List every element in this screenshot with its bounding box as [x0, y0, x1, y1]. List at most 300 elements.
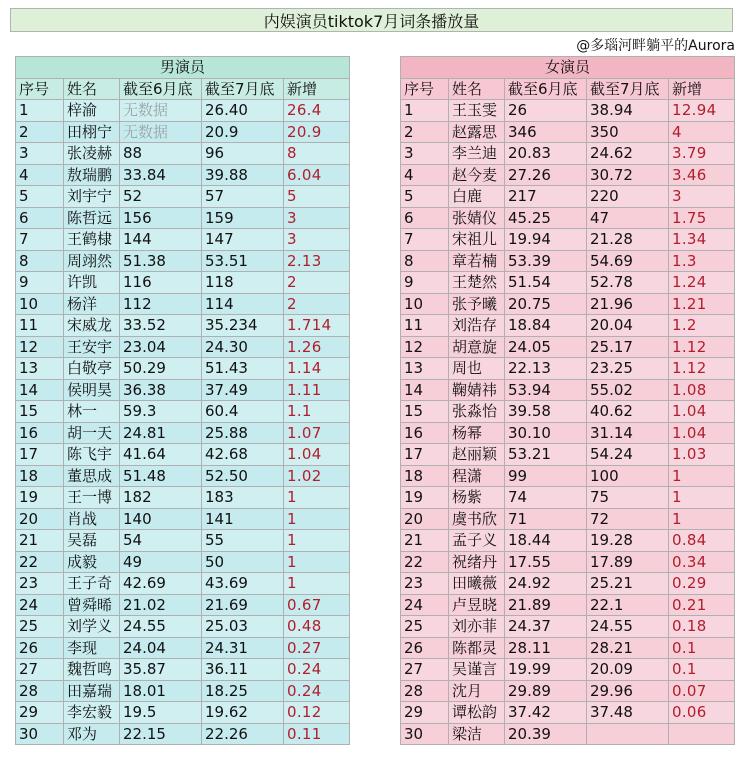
- row-index: 12: [401, 336, 449, 358]
- author-credit: @多瑙河畔躺平的Aurora: [576, 38, 735, 54]
- table-row: [16, 508, 350, 530]
- july-value: 220: [587, 186, 669, 208]
- table-row: [16, 336, 350, 358]
- july-value: 47: [587, 207, 669, 229]
- table-row: [16, 315, 350, 337]
- june-value: 33.84: [120, 164, 202, 186]
- actor-name: 李兰迪: [449, 143, 505, 165]
- table-row: [401, 250, 735, 272]
- gain-value: 1: [284, 508, 350, 530]
- row-index: 17: [401, 444, 449, 466]
- row-index: 26: [401, 637, 449, 659]
- july-value: 55: [202, 530, 284, 552]
- actor-name: 邓为: [64, 723, 120, 745]
- july-value: 22.26: [202, 723, 284, 745]
- gain-value: 2.13: [284, 250, 350, 272]
- table-row: [16, 702, 350, 724]
- row-index: 26: [16, 637, 64, 659]
- row-index: 15: [16, 401, 64, 423]
- actor-name: 王一博: [64, 487, 120, 509]
- actor-name: 魏哲鸣: [64, 659, 120, 681]
- actor-name: 胡一天: [64, 422, 120, 444]
- table-row: [16, 444, 350, 466]
- july-value: 25.88: [202, 422, 284, 444]
- row-index: 2: [401, 121, 449, 143]
- july-value: 21.96: [587, 293, 669, 315]
- actor-name: 鞠婧祎: [449, 379, 505, 401]
- july-value: 50: [202, 551, 284, 573]
- july-value: 147: [202, 229, 284, 251]
- column-index-header: 序号: [401, 78, 449, 100]
- gain-value: 1.03: [669, 444, 735, 466]
- actor-name: 田曦薇: [449, 573, 505, 595]
- actor-name: 王安宇: [64, 336, 120, 358]
- june-value: 88: [120, 143, 202, 165]
- gain-value: 1.08: [669, 379, 735, 401]
- row-index: 3: [401, 143, 449, 165]
- gain-value: 26.4: [284, 100, 350, 122]
- row-index: 21: [16, 530, 64, 552]
- table-row: [401, 422, 735, 444]
- gain-value: 0.24: [284, 680, 350, 702]
- actor-name: 章若楠: [449, 250, 505, 272]
- gain-value: 0.1: [669, 637, 735, 659]
- row-index: 23: [16, 573, 64, 595]
- gain-value: [669, 723, 735, 745]
- july-value: 25.03: [202, 616, 284, 638]
- table-row: [401, 530, 735, 552]
- gain-value: 0.67: [284, 594, 350, 616]
- actor-name: 王玉雯: [449, 100, 505, 122]
- july-value: 53.51: [202, 250, 284, 272]
- actor-name: 刘学义: [64, 616, 120, 638]
- july-value: 31.14: [587, 422, 669, 444]
- june-value: 19.94: [505, 229, 587, 251]
- page-title: 内娱演员tiktok7月词条播放量: [10, 8, 733, 32]
- gain-value: 1: [669, 487, 735, 509]
- june-value: 22.13: [505, 358, 587, 380]
- june-value: 26: [505, 100, 587, 122]
- table-row: [16, 229, 350, 251]
- gain-value: 1: [284, 551, 350, 573]
- actor-name: 曾舜晞: [64, 594, 120, 616]
- row-index: 30: [16, 723, 64, 745]
- july-value: 52.50: [202, 465, 284, 487]
- table-row: [401, 336, 735, 358]
- july-value: 22.1: [587, 594, 669, 616]
- table-row: [401, 444, 735, 466]
- actor-name: 敖瑞鹏: [64, 164, 120, 186]
- female-actors-heading: 女演员: [401, 57, 735, 79]
- gain-value: 0.27: [284, 637, 350, 659]
- gain-value: 0.07: [669, 680, 735, 702]
- actor-name: 赵今麦: [449, 164, 505, 186]
- july-value: 96: [202, 143, 284, 165]
- june-value: 182: [120, 487, 202, 509]
- july-value: 19.28: [587, 530, 669, 552]
- table-row: [401, 637, 735, 659]
- june-value: 59.3: [120, 401, 202, 423]
- july-value: 36.11: [202, 659, 284, 681]
- table-row: [16, 573, 350, 595]
- june-value: 51.48: [120, 465, 202, 487]
- table-row: [16, 293, 350, 315]
- actor-name: 梁洁: [449, 723, 505, 745]
- gain-value: 1.75: [669, 207, 735, 229]
- row-index: 7: [16, 229, 64, 251]
- july-value: 51.43: [202, 358, 284, 380]
- gain-value: 1.12: [669, 358, 735, 380]
- table-row: [16, 143, 350, 165]
- july-value: 21.28: [587, 229, 669, 251]
- table-row: [401, 659, 735, 681]
- row-index: 16: [401, 422, 449, 444]
- actor-name: 杨紫: [449, 487, 505, 509]
- june-value: 21.89: [505, 594, 587, 616]
- gain-value: 3: [284, 229, 350, 251]
- june-value: 74: [505, 487, 587, 509]
- june-value: 27.26: [505, 164, 587, 186]
- table-row: [401, 487, 735, 509]
- june-value: 24.81: [120, 422, 202, 444]
- july-value: 72: [587, 508, 669, 530]
- gain-value: 0.11: [284, 723, 350, 745]
- table-row: [401, 358, 735, 380]
- table-row: [16, 723, 350, 745]
- july-value: 21.69: [202, 594, 284, 616]
- june-value: 33.52: [120, 315, 202, 337]
- gain-value: 1.24: [669, 272, 735, 294]
- gain-value: 0.84: [669, 530, 735, 552]
- actor-name: 董思成: [64, 465, 120, 487]
- row-index: 22: [16, 551, 64, 573]
- gain-value: 1.2: [669, 315, 735, 337]
- june-value: 22.15: [120, 723, 202, 745]
- table-row: [401, 100, 735, 122]
- actor-name: 虞书欣: [449, 508, 505, 530]
- table-row: [401, 121, 735, 143]
- gain-value: 0.06: [669, 702, 735, 724]
- table-row: [401, 186, 735, 208]
- row-index: 10: [401, 293, 449, 315]
- june-value: 19.99: [505, 659, 587, 681]
- actor-name: 沈月: [449, 680, 505, 702]
- actor-name: 周也: [449, 358, 505, 380]
- row-index: 7: [401, 229, 449, 251]
- actor-name: 杨幂: [449, 422, 505, 444]
- july-value: 141: [202, 508, 284, 530]
- july-value: 24.62: [587, 143, 669, 165]
- actor-name: 程潇: [449, 465, 505, 487]
- table-row: [16, 422, 350, 444]
- row-index: 18: [401, 465, 449, 487]
- gain-value: 1: [669, 465, 735, 487]
- july-value: 52.78: [587, 272, 669, 294]
- table-row: [401, 723, 735, 745]
- july-value: 54.69: [587, 250, 669, 272]
- row-index: 5: [401, 186, 449, 208]
- actor-name: 张婧仪: [449, 207, 505, 229]
- actor-name: 王子奇: [64, 573, 120, 595]
- actor-name: 刘亦菲: [449, 616, 505, 638]
- table-row: [16, 659, 350, 681]
- row-index: 8: [401, 250, 449, 272]
- actor-name: 祝绪丹: [449, 551, 505, 573]
- row-index: 29: [401, 702, 449, 724]
- june-value: 217: [505, 186, 587, 208]
- june-value: 24.05: [505, 336, 587, 358]
- row-index: 28: [16, 680, 64, 702]
- actor-name: 宋威龙: [64, 315, 120, 337]
- gain-value: 3.79: [669, 143, 735, 165]
- actor-name: 田嘉瑞: [64, 680, 120, 702]
- actor-name: 侯明昊: [64, 379, 120, 401]
- gain-value: 8: [284, 143, 350, 165]
- july-value: 29.96: [587, 680, 669, 702]
- june-value: 35.87: [120, 659, 202, 681]
- actor-name: 王鹤棣: [64, 229, 120, 251]
- row-index: 27: [401, 659, 449, 681]
- actor-name: 成毅: [64, 551, 120, 573]
- gain-value: 1.07: [284, 422, 350, 444]
- june-value: 112: [120, 293, 202, 315]
- gain-value: 1.3: [669, 250, 735, 272]
- table-row: [16, 637, 350, 659]
- june-value: 53.21: [505, 444, 587, 466]
- gain-value: 1: [284, 573, 350, 595]
- row-index: 18: [16, 465, 64, 487]
- row-index: 10: [16, 293, 64, 315]
- gain-value: 2: [284, 293, 350, 315]
- row-index: 13: [401, 358, 449, 380]
- july-value: 30.72: [587, 164, 669, 186]
- july-value: 25.21: [587, 573, 669, 595]
- row-index: 14: [401, 379, 449, 401]
- row-index: 20: [401, 508, 449, 530]
- gain-value: 20.9: [284, 121, 350, 143]
- gain-value: 0.34: [669, 551, 735, 573]
- june-value: 24.37: [505, 616, 587, 638]
- actor-name: 吴磊: [64, 530, 120, 552]
- june-value: 24.04: [120, 637, 202, 659]
- row-index: 25: [16, 616, 64, 638]
- table-row: [16, 186, 350, 208]
- table-row: [401, 207, 735, 229]
- table-row: [401, 594, 735, 616]
- actor-name: 刘宇宁: [64, 186, 120, 208]
- july-value: 24.30: [202, 336, 284, 358]
- table-row: [16, 551, 350, 573]
- gain-value: 1.04: [284, 444, 350, 466]
- june-value: 23.04: [120, 336, 202, 358]
- june-value: 41.64: [120, 444, 202, 466]
- column-july-header: 截至7月底: [202, 78, 284, 100]
- row-index: 9: [16, 272, 64, 294]
- gain-value: 1.12: [669, 336, 735, 358]
- july-value: 55.02: [587, 379, 669, 401]
- actor-name: 白鹿: [449, 186, 505, 208]
- row-index: 11: [401, 315, 449, 337]
- table-row: [16, 164, 350, 186]
- row-index: 15: [401, 401, 449, 423]
- june-value: 51.38: [120, 250, 202, 272]
- gain-value: 1.21: [669, 293, 735, 315]
- june-value: 140: [120, 508, 202, 530]
- actor-name: 许凯: [64, 272, 120, 294]
- july-value: 39.88: [202, 164, 284, 186]
- actor-name: 宋祖儿: [449, 229, 505, 251]
- gain-value: 0.21: [669, 594, 735, 616]
- row-index: 24: [16, 594, 64, 616]
- june-value: 20.39: [505, 723, 587, 745]
- june-value: 49: [120, 551, 202, 573]
- table-row: [401, 702, 735, 724]
- actor-name: 梓渝: [64, 100, 120, 122]
- table-row: [401, 229, 735, 251]
- june-value: 53.39: [505, 250, 587, 272]
- june-value: 17.55: [505, 551, 587, 573]
- actor-name: 白敬亭: [64, 358, 120, 380]
- june-value: 18.84: [505, 315, 587, 337]
- july-value: 183: [202, 487, 284, 509]
- actor-name: 张凌赫: [64, 143, 120, 165]
- table-row: [401, 508, 735, 530]
- table-row: [401, 315, 735, 337]
- actor-name: 谭松韵: [449, 702, 505, 724]
- table-row: [401, 272, 735, 294]
- actor-name: 杨洋: [64, 293, 120, 315]
- june-value: 45.25: [505, 207, 587, 229]
- row-index: 9: [401, 272, 449, 294]
- female-actors-table: [400, 56, 735, 745]
- row-index: 30: [401, 723, 449, 745]
- july-value: 43.69: [202, 573, 284, 595]
- table-row: [16, 207, 350, 229]
- row-index: 29: [16, 702, 64, 724]
- gain-value: 4: [669, 121, 735, 143]
- table-row: [401, 164, 735, 186]
- june-value: 18.44: [505, 530, 587, 552]
- june-value: 346: [505, 121, 587, 143]
- july-value: 20.9: [202, 121, 284, 143]
- actor-name: 陈飞宇: [64, 444, 120, 466]
- july-value: 35.234: [202, 315, 284, 337]
- gain-value: 1.1: [284, 401, 350, 423]
- row-index: 6: [401, 207, 449, 229]
- gain-value: 3: [669, 186, 735, 208]
- table-row: [401, 680, 735, 702]
- row-index: 8: [16, 250, 64, 272]
- table-row: [16, 121, 350, 143]
- actor-name: 李现: [64, 637, 120, 659]
- row-index: 4: [401, 164, 449, 186]
- gain-value: 1: [669, 508, 735, 530]
- gain-value: 3: [284, 207, 350, 229]
- july-value: 100: [587, 465, 669, 487]
- column-name-header: 姓名: [449, 78, 505, 100]
- july-value: 42.68: [202, 444, 284, 466]
- table-row: [16, 379, 350, 401]
- table-row: [401, 401, 735, 423]
- july-value: 19.62: [202, 702, 284, 724]
- june-value: 24.92: [505, 573, 587, 595]
- june-value: 无数据: [120, 100, 202, 122]
- actor-name: 肖战: [64, 508, 120, 530]
- june-value: 54: [120, 530, 202, 552]
- actor-name: 张淼怡: [449, 401, 505, 423]
- actor-name: 赵丽颖: [449, 444, 505, 466]
- gain-value: 1.11: [284, 379, 350, 401]
- july-value: 57: [202, 186, 284, 208]
- july-value: 118: [202, 272, 284, 294]
- row-index: 4: [16, 164, 64, 186]
- gain-value: 1.14: [284, 358, 350, 380]
- row-index: 1: [16, 100, 64, 122]
- gain-value: 0.29: [669, 573, 735, 595]
- row-index: 3: [16, 143, 64, 165]
- row-index: 24: [401, 594, 449, 616]
- row-index: 1: [401, 100, 449, 122]
- gain-value: 1.04: [669, 401, 735, 423]
- actor-name: 吴谨言: [449, 659, 505, 681]
- actor-name: 陈都灵: [449, 637, 505, 659]
- july-value: 23.25: [587, 358, 669, 380]
- actor-name: 孟子义: [449, 530, 505, 552]
- june-value: 29.89: [505, 680, 587, 702]
- row-index: 5: [16, 186, 64, 208]
- june-value: 51.54: [505, 272, 587, 294]
- actor-name: 林一: [64, 401, 120, 423]
- gain-value: 1.714: [284, 315, 350, 337]
- table-row: [16, 616, 350, 638]
- row-index: 2: [16, 121, 64, 143]
- june-value: 39.58: [505, 401, 587, 423]
- row-index: 20: [16, 508, 64, 530]
- july-value: 38.94: [587, 100, 669, 122]
- june-value: 无数据: [120, 121, 202, 143]
- july-value: 20.09: [587, 659, 669, 681]
- row-index: 16: [16, 422, 64, 444]
- table-row: [16, 594, 350, 616]
- row-index: 12: [16, 336, 64, 358]
- june-value: 18.01: [120, 680, 202, 702]
- gain-value: 1.34: [669, 229, 735, 251]
- july-value: 26.40: [202, 100, 284, 122]
- july-value: 25.17: [587, 336, 669, 358]
- gain-value: 0.18: [669, 616, 735, 638]
- july-value: [587, 723, 669, 745]
- row-index: 13: [16, 358, 64, 380]
- column-name-header: 姓名: [64, 78, 120, 100]
- table-row: [401, 379, 735, 401]
- column-gain-header: 新增: [669, 78, 735, 100]
- row-index: 23: [401, 573, 449, 595]
- gain-value: 1: [284, 530, 350, 552]
- july-value: 114: [202, 293, 284, 315]
- table-row: [16, 250, 350, 272]
- gain-value: 3.46: [669, 164, 735, 186]
- july-value: 159: [202, 207, 284, 229]
- gain-value: 1.26: [284, 336, 350, 358]
- actor-name: 张予曦: [449, 293, 505, 315]
- july-value: 60.4: [202, 401, 284, 423]
- june-value: 37.42: [505, 702, 587, 724]
- gain-value: 2: [284, 272, 350, 294]
- table-row: [401, 551, 735, 573]
- row-index: 22: [401, 551, 449, 573]
- table-row: [401, 143, 735, 165]
- row-index: 11: [16, 315, 64, 337]
